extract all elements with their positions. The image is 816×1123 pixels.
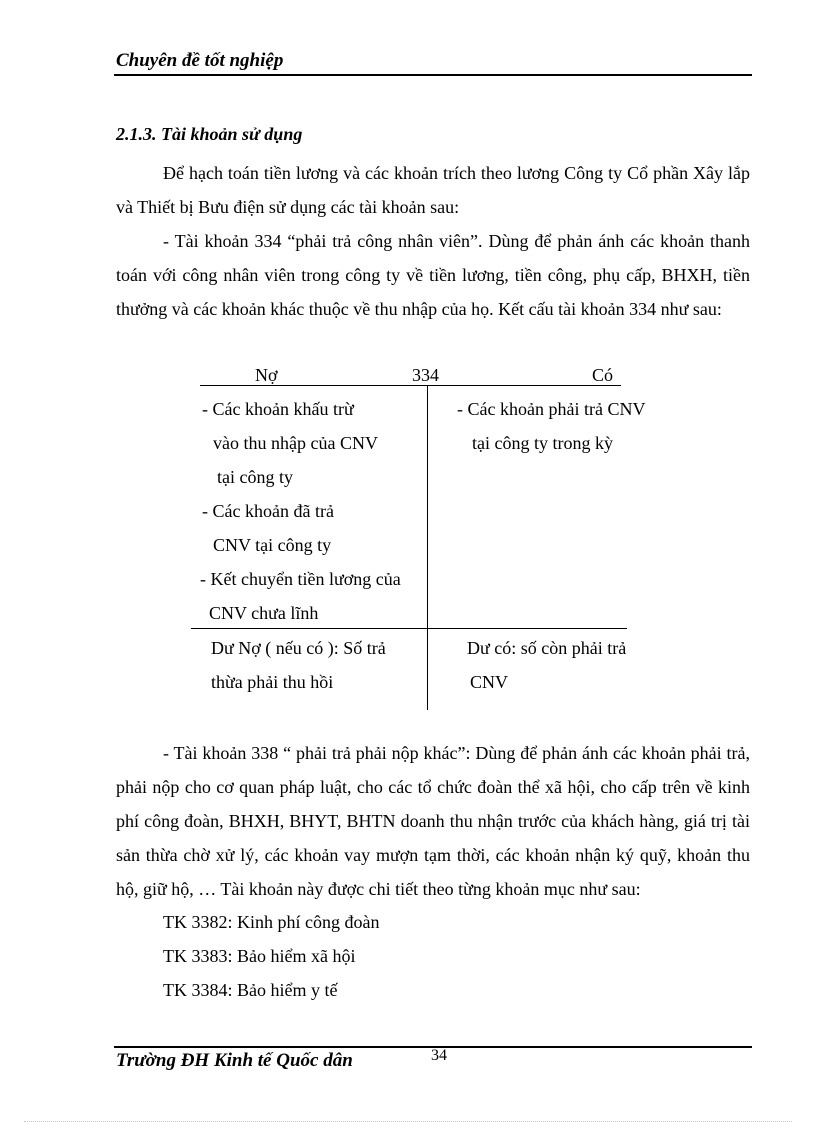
t-account-number: 334: [412, 365, 439, 385]
credit-balance-line: Dư có: số còn phải trả: [467, 638, 627, 658]
page-bottom-dotted-edge: [24, 1121, 792, 1122]
debit-balance-line: Dư Nợ ( nếu có ): Số trả: [211, 638, 386, 658]
debit-line: vào thu nhập của CNV: [213, 433, 378, 453]
credit-line: tại công ty trong kỳ: [472, 433, 613, 453]
account-334-paragraph: - Tài khoản 334 “phải trả công nhân viên”. Dùng để phản ánh các khoản thanh toán với công nhân viên trong công ty về tiền lương, tiền công, phụ cấp, BHXH, tiền thưởng và các khoản khác thuộc về thu nhập của họ. Kết cấu tài khoản 334 như sau:: [116, 231, 750, 319]
debit-line: - Kết chuyển tiền lương của: [200, 569, 401, 589]
debit-line: CNV tại công ty: [213, 535, 332, 555]
header-title: Chuyên đề tốt nghiệp: [116, 50, 284, 71]
credit-line: - Các khoản phải trả CNV: [457, 399, 646, 419]
page-number: 34: [431, 1047, 447, 1064]
header-rule: [114, 74, 752, 76]
debit-line: - Các khoản khấu trừ: [202, 399, 354, 419]
intro-paragraph: Để hạch toán tiền lương và các khoản trích theo lương Công ty Cổ phần Xây lắp và Thiết bị Bưu điện sử dụng các tài khoản sau:: [116, 163, 750, 217]
t-account-debit-label: Nợ: [255, 365, 278, 385]
debit-line: CNV chưa lĩnh: [209, 603, 319, 623]
sub-account-item: TK 3383: Bảo hiểm xã hội: [163, 946, 356, 966]
credit-balance-line: CNV: [470, 672, 509, 692]
footer-school: Trường ĐH Kinh tế Quốc dân: [116, 1050, 353, 1071]
t-account-credit-label: Có: [592, 365, 614, 385]
sub-account-item: TK 3384: Bảo hiểm y tế: [163, 980, 338, 1000]
account-338-paragraph: - Tài khoản 338 “ phải trả phải nộp khác”: Dùng để phản ánh các khoản phải trả, phải nộp cho cơ quan pháp luật, cho các tổ chức đoàn thể xã hội, cho cấp trên về kinh phí công đoàn, BHXH, BHYT, BHTN doanh thu nhận trước của khách hàng, giá trị tài sản thừa chờ xử lý, các khoản vay mượn tạm thời, các khoản nhận ký quỹ, khoản thu hộ, giữ hộ, … Tài khoản này được chi tiết theo từng khoản mục như sau:: [116, 743, 750, 899]
debit-balance-line: thừa phải thu hồi: [211, 672, 334, 692]
sub-account-item: TK 3382: Kinh phí công đoàn: [163, 912, 380, 932]
t-account-balance-rule: [191, 628, 627, 629]
t-account-top-rule: [200, 385, 621, 386]
debit-line: tại công ty: [217, 467, 293, 487]
t-account-divider: [427, 385, 428, 710]
section-title: 2.1.3. Tài khoản sử dụng: [116, 124, 303, 144]
debit-line: - Các khoản đã trả: [202, 501, 334, 521]
